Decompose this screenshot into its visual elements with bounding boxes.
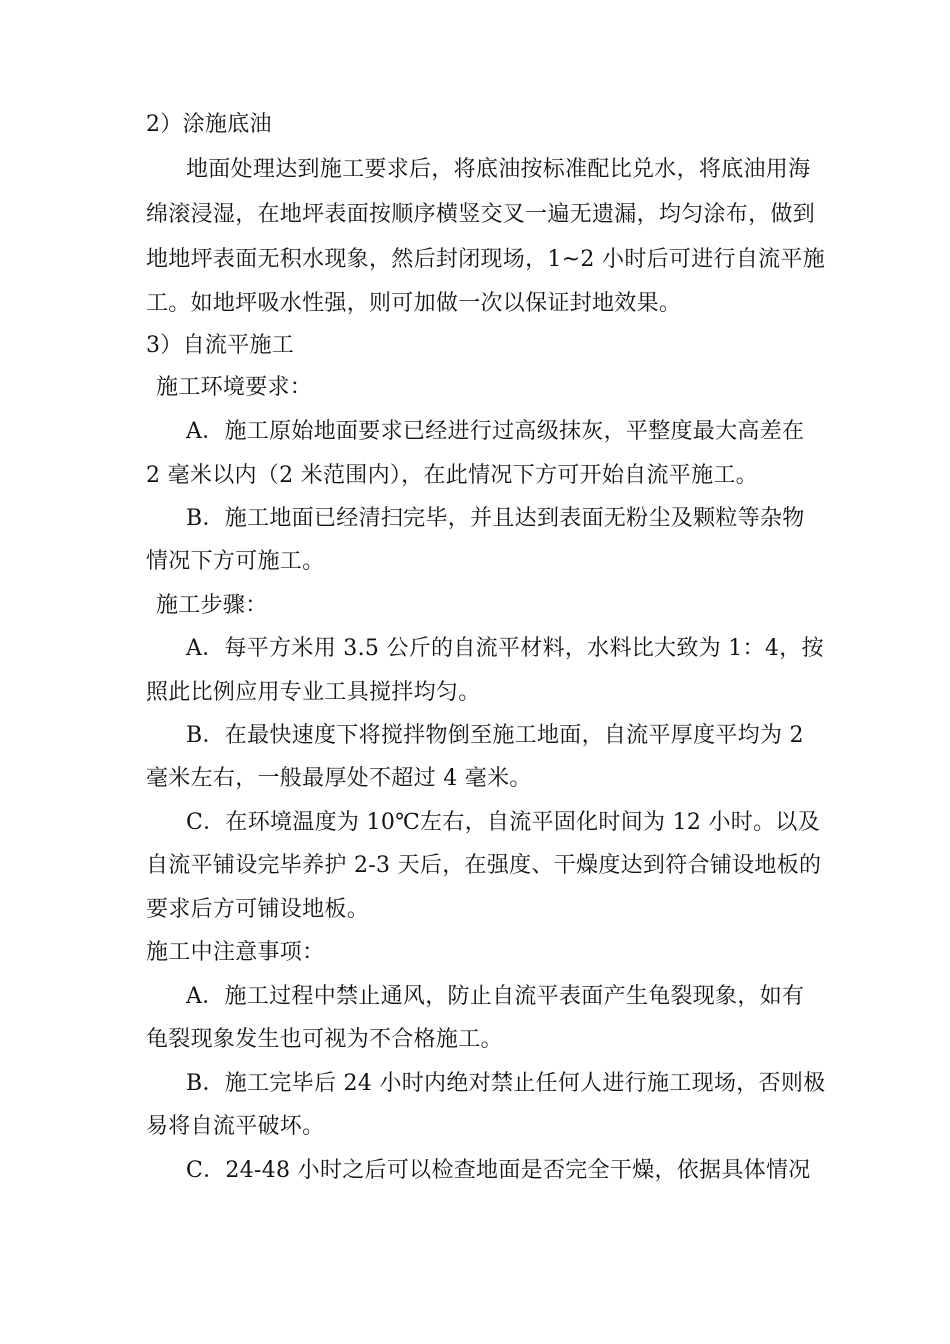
list-item-line: A．每平方米用 3.5 公斤的自流平材料，水料比大致为 1：4，按	[186, 636, 824, 661]
list-item-line: 自流平铺设完毕养护 2-3 天后，在强度、干燥度达到符合铺设地板的	[146, 853, 822, 878]
list-item-line: C．24-48 小时之后可以检查地面是否完全干燥，依据具体情况	[186, 1158, 811, 1183]
subheading-steps: 施工步骤：	[156, 593, 268, 618]
list-item-line: B．在最快速度下将搅拌物倒至施工地面，自流平厚度平均为 2	[186, 723, 804, 748]
list-item-line: 情况下方可施工。	[146, 549, 325, 574]
list-item-line: C．在环境温度为 10℃左右，自流平固化时间为 12 小时。以及	[186, 810, 821, 835]
section-heading-base-oil: 2）涂施底油	[146, 112, 272, 137]
subheading-precautions: 施工中注意事项：	[146, 940, 325, 965]
list-item-line: 照此比例应用专业工具搅拌均匀。	[146, 680, 481, 705]
list-item-line: 2 毫米以内（2 米范围内），在此情况下方可开始自流平施工。	[146, 463, 758, 488]
paragraph-line: 绵滚浸湿，在地坪表面按顺序横竖交叉一遍无遗漏，均匀涂布，做到	[146, 202, 816, 227]
paragraph-line: 地地坪表面无积水现象，然后封闭现场，1~2 小时后可进行自流平施	[146, 247, 826, 272]
section-heading-self-leveling: 3）自流平施工	[146, 333, 295, 358]
list-item-line: B．施工地面已经清扫完毕，并且达到表面无粉尘及颗粒等杂物	[186, 506, 805, 531]
paragraph-line: 地面处理达到施工要求后，将底油按标准配比兑水，将底油用海	[186, 157, 811, 182]
subheading-environment: 施工环境要求：	[156, 375, 313, 400]
list-item-line: B．施工完毕后 24 小时内绝对禁止任何人进行施工现场，否则极	[186, 1071, 826, 1096]
list-item-line: 要求后方可铺设地板。	[146, 897, 370, 922]
paragraph-line: 工。如地坪吸水性强，则可加做一次以保证封地效果。	[146, 291, 682, 316]
list-item-line: A．施工过程中禁止通风，防止自流平表面产生龟裂现象，如有	[186, 984, 805, 1009]
list-item-line: 龟裂现象发生也可视为不合格施工。	[146, 1027, 503, 1052]
list-item-line: 毫米左右，一般最厚处不超过 4 毫米。	[146, 766, 532, 791]
list-item-line: A．施工原始地面要求已经进行过高级抹灰，平整度最大高差在	[186, 419, 805, 444]
list-item-line: 易将自流平破坏。	[146, 1114, 325, 1139]
